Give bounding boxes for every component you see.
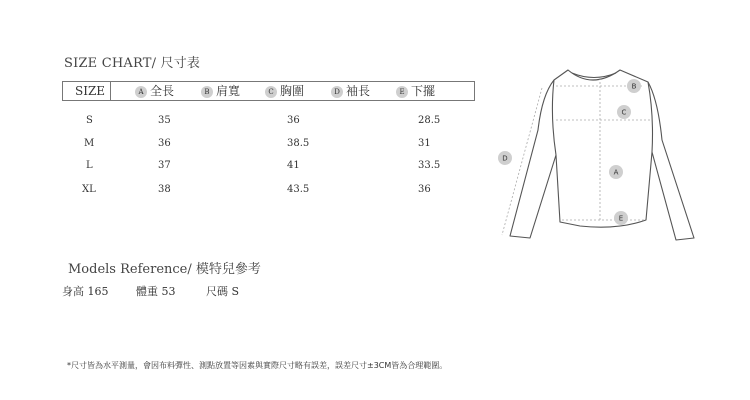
model-size: 尺碼 S <box>206 285 240 298</box>
header-col-e <box>396 82 435 100</box>
row-xl-e: 36 <box>418 184 431 195</box>
header-size-label: SIZE <box>75 84 106 98</box>
row-xl-c: 43.5 <box>287 184 310 195</box>
diagram-label-d: D <box>502 154 508 163</box>
size-table-header <box>62 81 475 101</box>
header-col-d <box>331 82 370 100</box>
header-col-c-label: 胸圍 <box>280 84 305 98</box>
row-m-a: 36 <box>158 138 171 149</box>
diagram-label-c: C <box>621 108 627 117</box>
badge-d: D <box>331 86 343 98</box>
header-col-d-label: 袖長 <box>346 84 371 98</box>
garment-diagram-icon <box>490 60 700 245</box>
row-m-e: 31 <box>418 138 431 149</box>
row-l-a: 37 <box>158 160 171 171</box>
page-title: SIZE CHART/ 尺寸表 <box>64 56 201 71</box>
measurement-note: *尺寸皆為水平測量，會因布料彈性、測點放置等因素與實際尺寸略有誤差，誤差尺寸±3CM皆為合理範圍。 <box>67 361 448 370</box>
model-weight: 體重 53 <box>136 285 176 298</box>
diagram-label-b: B <box>631 82 637 91</box>
row-l-c: 41 <box>287 160 300 171</box>
row-xl-size: XL <box>82 184 96 195</box>
header-col-a <box>135 82 174 100</box>
badge-b: B <box>201 86 213 98</box>
row-xl-a: 38 <box>158 184 171 195</box>
models-reference-title: Models Reference/ 模特兒參考 <box>68 262 261 277</box>
row-s-a: 35 <box>158 115 171 126</box>
row-s-e: 28.5 <box>418 115 441 126</box>
badge-c: C <box>265 86 277 98</box>
model-height: 身高 165 <box>62 285 109 298</box>
badge-e: E <box>396 86 408 98</box>
row-l-size: L <box>86 160 93 171</box>
row-s-size: S <box>86 115 93 126</box>
row-s-c: 36 <box>287 115 300 126</box>
header-divider <box>110 82 111 100</box>
header-col-a-label: 全長 <box>150 84 175 98</box>
header-col-c <box>265 82 304 100</box>
header-col-e-label: 下擺 <box>411 84 436 98</box>
diagram-label-a: A <box>613 168 619 177</box>
header-col-b <box>201 82 240 100</box>
badge-a: A <box>135 86 147 98</box>
diagram-label-e: E <box>618 214 624 223</box>
row-m-size: M <box>84 138 95 149</box>
row-m-c: 38.5 <box>287 138 310 149</box>
header-col-b-label: 肩寬 <box>216 84 241 98</box>
row-l-e: 33.5 <box>418 160 441 171</box>
